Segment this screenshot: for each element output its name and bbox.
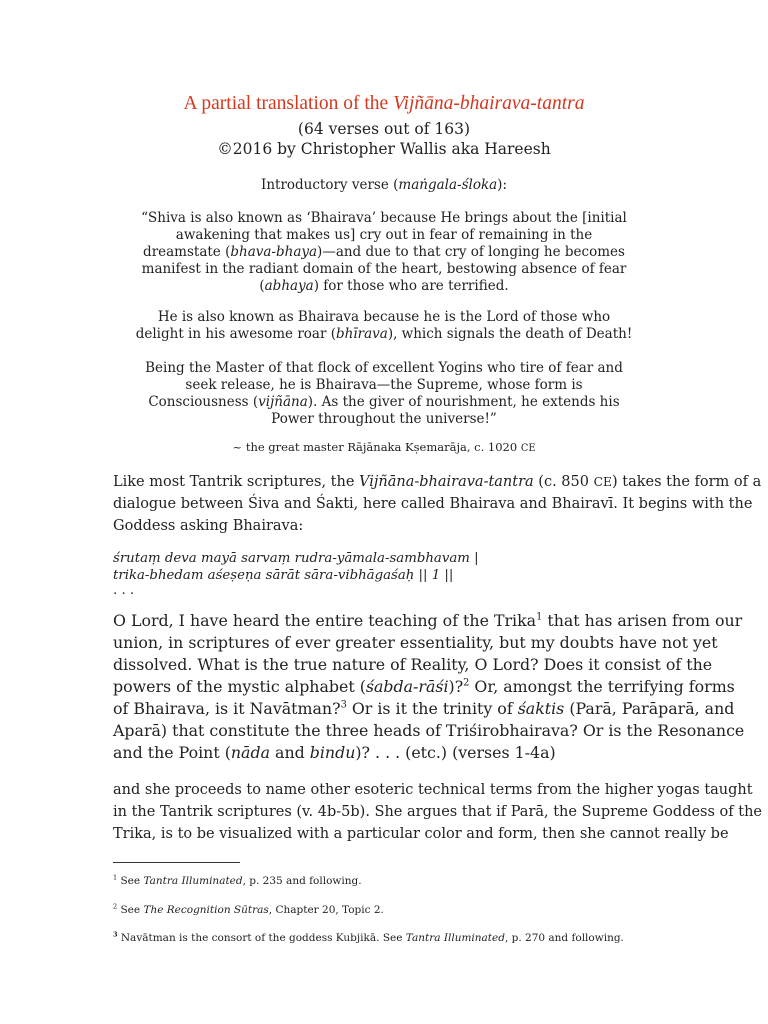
quote-line: seek release, he is Bhairava—the Supreme, whose form is	[185, 377, 583, 393]
translation-line: powers of the mystic alphabet (śabda-rāśi)?$^2$ Or, amongst the terrifying forms	[113, 677, 735, 696]
sanskrit-verse-line: trika-bhedam aśeṣeṇa sārāt sāra-vibhāgaśaḥ || 1 ||	[113, 568, 454, 583]
quote-line: Consciousness (vijñāna). As the giver of nourishment, he extends his	[148, 394, 620, 410]
page-title	[0, 93, 768, 115]
quote-line: He is also known as Bhairava because he is the Lord of those who	[157, 309, 611, 325]
footnote-3: $^3$ Navātman is the consort of the goddess Kubjikā. See Tantra Illuminated, p. 270 and following.	[113, 930, 624, 944]
quote-line: (abhaya) for those who are terrified.	[259, 278, 509, 294]
quote-line: awakening that makes us] cry out in fear of remaining in the	[175, 227, 593, 243]
subtitle: (64 verses out of 163)	[297, 120, 471, 138]
continuation-line: Trika, is to be visualized with a particular color and form, then she cannot really be	[113, 826, 729, 842]
quote-line: Power throughout the universe!”	[271, 411, 497, 427]
quote-line: “Shiva is also known as ‘Bhairava’ because He brings about the [initial	[141, 210, 627, 226]
continuation-line: in the Tantrik scriptures (v. 4b-5b). She argues that if Parā, the Supreme Goddess of the	[113, 804, 762, 820]
footnote-separator	[113, 862, 240, 863]
copyright-line: ©2016 by Christopher Wallis aka Hareesh	[217, 140, 551, 158]
footnote-ref[interactable]: 2	[463, 677, 470, 689]
intro-heading: Introductory verse (maṅgala-śloka):	[261, 177, 507, 193]
sanskrit-ellipsis: . . .	[113, 583, 135, 598]
title-work-name: Vijñāna-bhairava-tantra	[393, 93, 585, 114]
translation-line: O Lord, I have heard the entire teaching of the Trika$^1$ that has arisen from our	[113, 611, 743, 630]
footnote-1: $^1$ See Tantra Illuminated, p. 235 and following.	[113, 873, 362, 887]
intro-paragraph-line: Like most Tantrik scriptures, the Vijñāna-bhairava-tantra (c. 850 CE) takes the form of a	[113, 474, 762, 490]
translation-line: dissolved. What is the true nature of Reality, O Lord? Does it consist of the	[113, 655, 713, 674]
quote-line: delight in his awesome roar (bhīrava), which signals the death of Death!	[135, 326, 633, 342]
translation-line: and the Point (nāda and bindu)? . . . (etc.) (verses 1-4a)	[113, 743, 556, 762]
quote-line: Being the Master of that flock of excellent Yogins who tire of fear and	[145, 360, 623, 376]
footnote-2: $^2$ See The Recognition Sūtras, Chapter 20, Topic 2.	[113, 902, 384, 916]
translation-line: union, in scriptures of ever greater essentiality, but my doubts have not yet	[113, 633, 718, 652]
title-prefix: A partial translation of the	[183, 93, 394, 114]
translation-line: Aparā) that constitute the three heads of Triśirobhairava? Or is the Resonance	[113, 721, 745, 740]
quote-line: manifest in the radiant domain of the heart, bestowing absence of fear	[141, 261, 627, 277]
translation-line: of Bhairava, is it Navātman?$^3$ Or is it the trinity of śaktis (Parā, Parāparā, and	[113, 699, 735, 718]
footnote-ref[interactable]: 3	[340, 699, 347, 711]
quote-attribution: ~ the great master Rājānaka Kṣemarāja, c. 1020 CE	[232, 440, 536, 454]
intro-paragraph-line: Goddess asking Bhairava:	[113, 518, 304, 534]
intro-paragraph-line: dialogue between Śiva and Śakti, here called Bhairava and Bhairavī. It begins with the	[113, 496, 753, 512]
continuation-line: and she proceeds to name other esoteric technical terms from the higher yogas taught	[113, 782, 753, 798]
sanskrit-verse-line: śrutaṃ deva mayā sarvaṃ rudra-yāmala-sambhavam |	[113, 551, 479, 566]
footnote-ref[interactable]: 1	[536, 611, 543, 623]
quote-line: dreamstate (bhava-bhaya)—and due to that cry of longing he becomes	[143, 244, 625, 260]
